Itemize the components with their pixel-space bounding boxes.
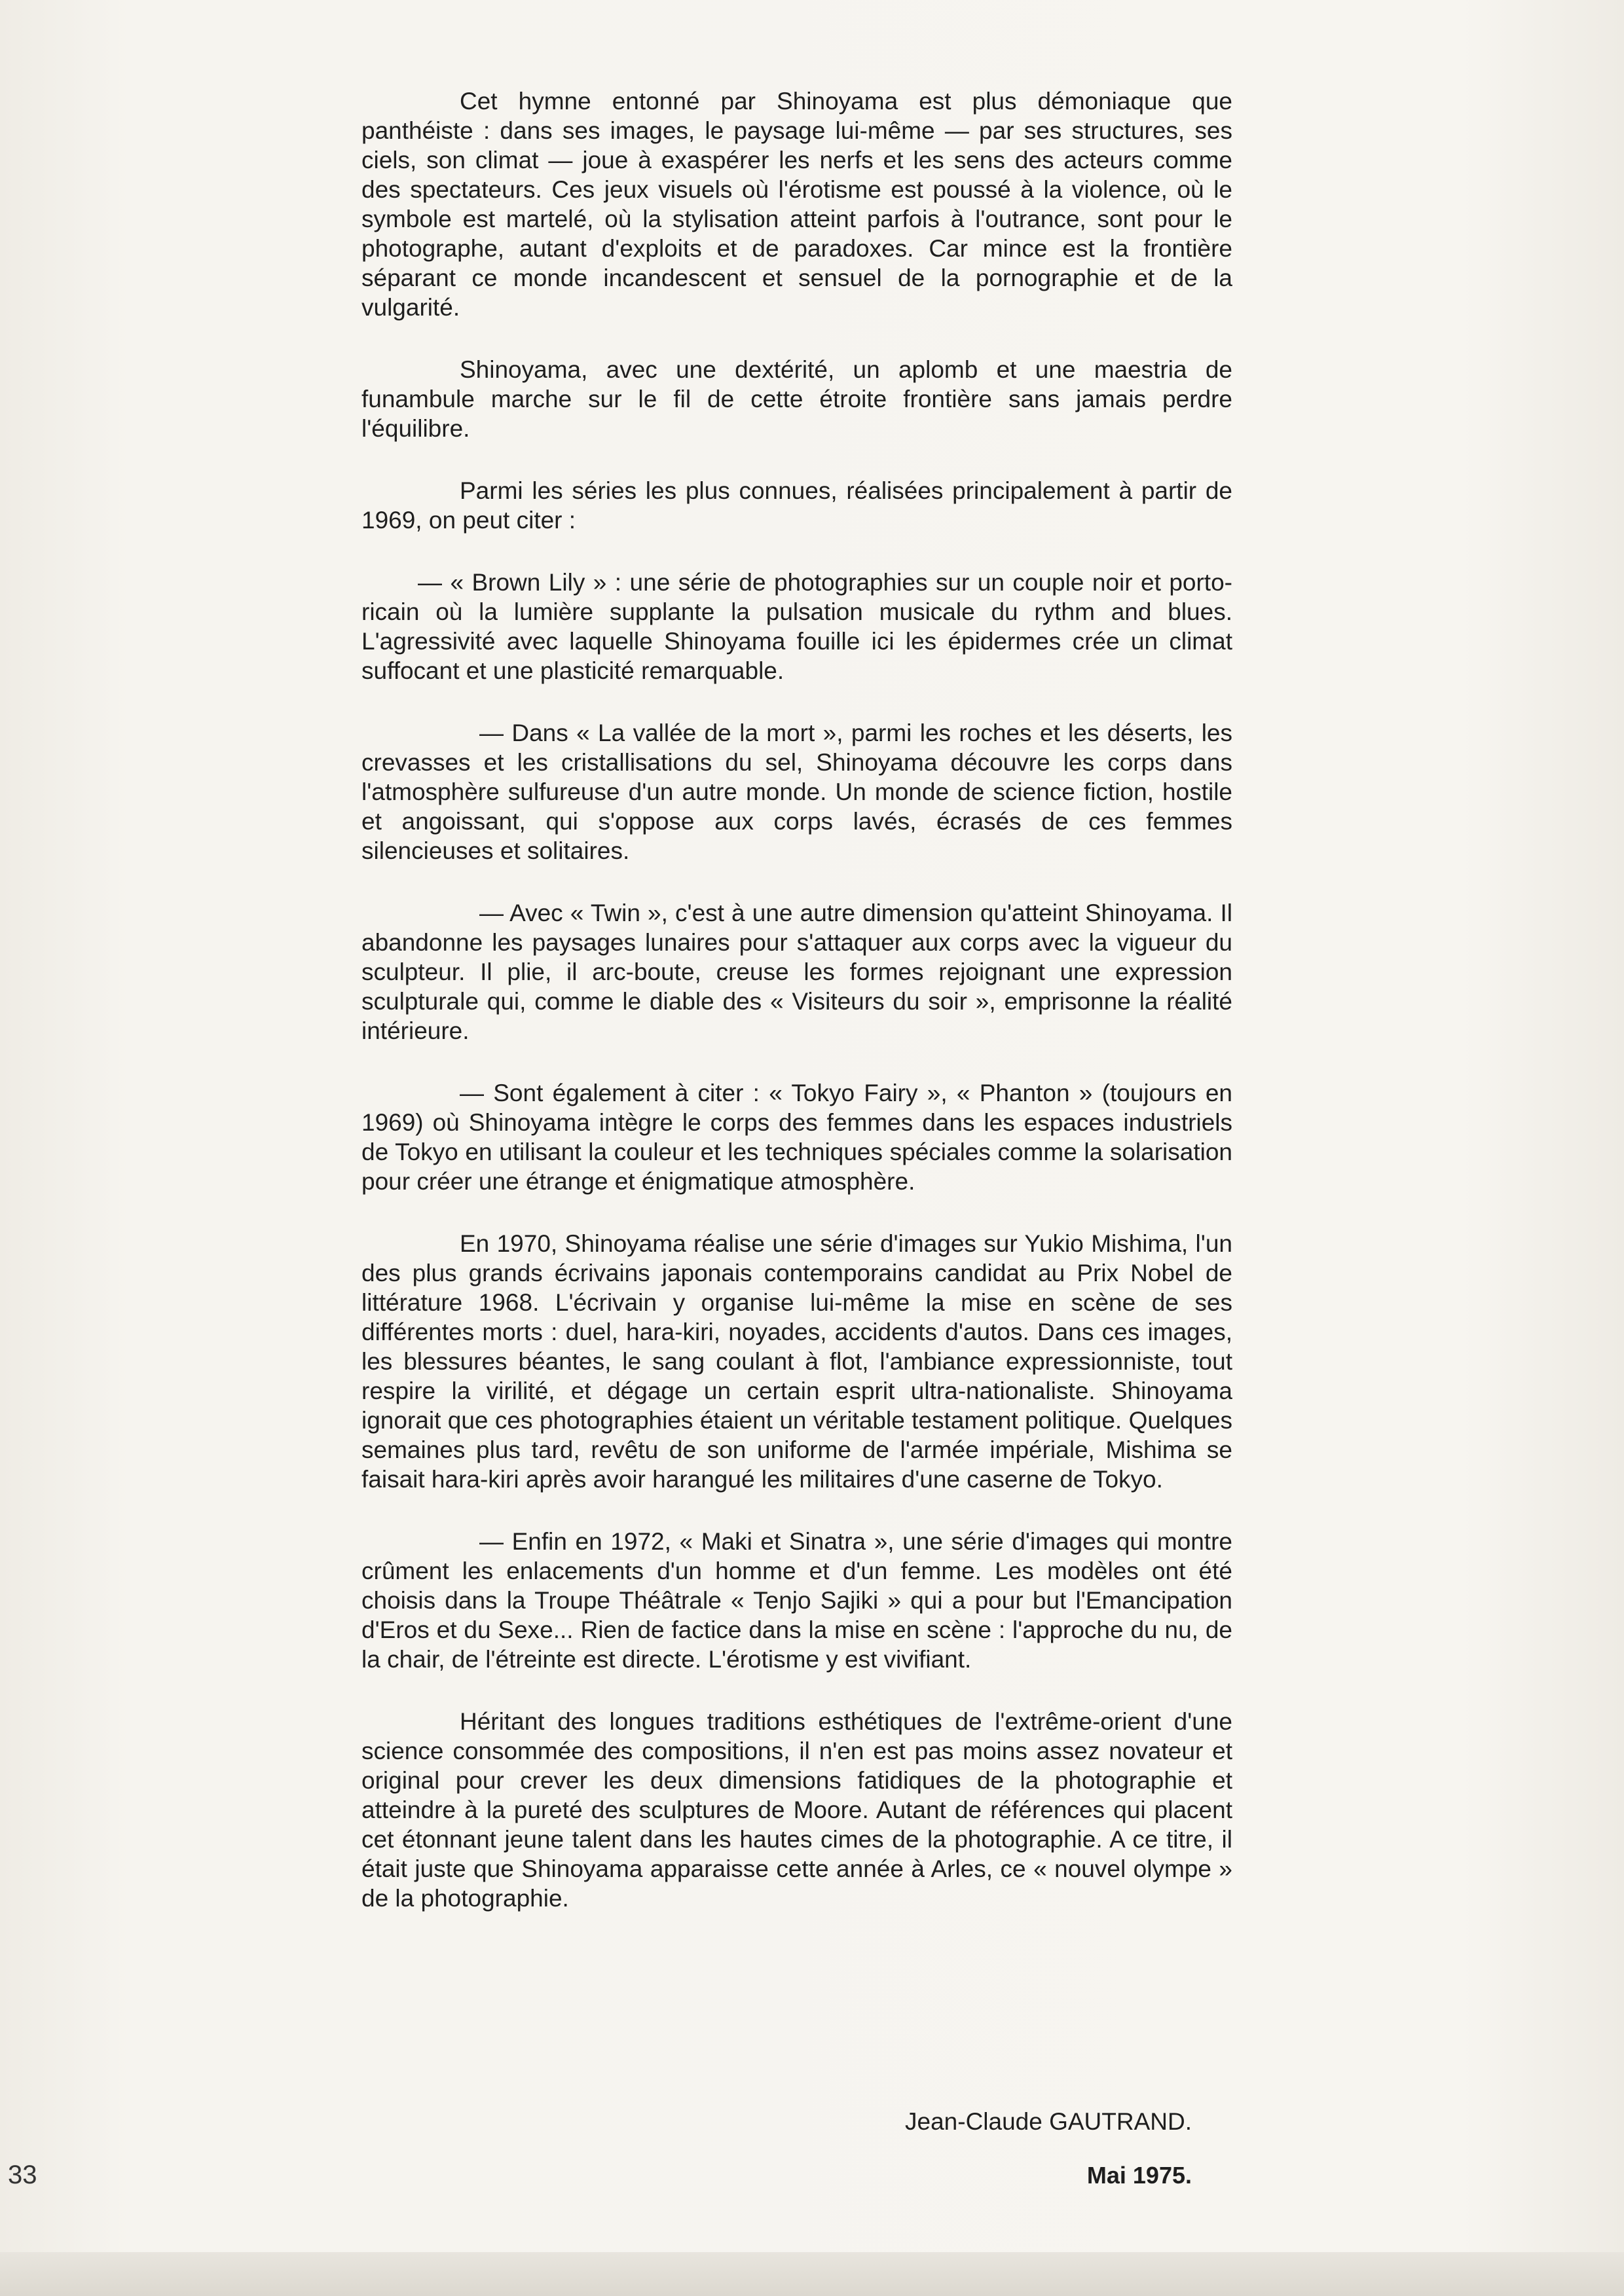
page-number: 33: [8, 2160, 37, 2189]
article-body: [361, 86, 1232, 1946]
paragraph-twin: — Avec « Twin », c'est à une autre dimension qu'atteint Shinoyama. Il abandonne les paysages lunaires pour s'attaquer aux corps avec la vigueur du sculpteur. Il plie, il arc-boute, creuse les formes rejoignant une expression sculpturale qui, comme le diable des « Visiteurs du soir », emprisonne la réalité intérieure.: [361, 900, 1232, 1044]
paragraph-brown-lily: — « Brown Lily » : une série de photographies sur un couple noir et porto-ricain où la lumière supplante la pulsation musicale du rythm and blues. L'agressivité avec laquelle Shinoyama fouille ici les épidermes crée un climat suffocant et une plasticité remarquable.: [361, 569, 1232, 684]
paragraph-mishima: En 1970, Shinoyama réalise une série d'images sur Yukio Mishima, l'un des plus grands écrivains japonais contemporains candidat au Prix Nobel de littérature 1968. L'écrivain y organise lui-même la mise en scène de ses différentes morts : duel, hara-kiri, noyades, accidents d'autos. Dans ces images, les blessures béantes, le sang coulant à flot, l'ambiance expressionniste, tout respire la virilité, et dégage un certain esprit ultra-nationaliste. Shinoyama ignorait que ces photographies étaient un véritable testament politique. Quelques semaines plus tard, revêtu de son uniforme de l'armée impériale, Mishima se faisait hara-kiri après avoir harangué les militaires d'une caserne de Tokyo.: [361, 1230, 1232, 1493]
paragraph-vallee-mort: — Dans « La vallée de la mort », parmi les roches et les déserts, les crevasses et les cristallisations du sel, Shinoyama découvre les corps dans l'atmosphère sulfureuse d'un autre monde. Un monde de science fiction, hostile et angoissant, qui s'oppose aux corps lavés, écrasés de ces femmes silencieuses et solitaires.: [361, 720, 1232, 864]
signature-date: Mai 1975.: [1086, 2162, 1192, 2189]
author-signature: Jean-Claude GAUTRAND.: [905, 2108, 1192, 2135]
paragraph-intro: Cet hymne entonné par Shinoyama est plus démoniaque que panthéiste : dans ses images, le paysage lui-même — par ses structures, ses ciels, son climat — joue à exaspérer les nerfs et les sens des acteurs comme des spectateurs. Ces jeux visuels où l'érotisme est poussé à la violence, où le symbole est martelé, où la stylisation atteint parfois à l'outrance, sont pour le photographe, autant d'exploits et de paradoxes. Car mince est la frontière séparant ce monde incandescent et sensuel de la pornographie et de la vulgarité.: [361, 88, 1232, 321]
paragraph-conclusion: Héritant des longues traditions esthétiques de l'extrême-orient d'une science consommée des compositions, il n'en est pas moins assez novateur et original pour crever les deux dimensions fatidiques de la photographie et atteindre à la pureté des sculptures de Moore. Autant de références qui placent cet étonnant jeune talent dans les hautes cimes de la photographie. A ce titre, il était juste que Shinoyama apparaisse cette année à Arles, ce « nouvel olympe » de la photographie.: [361, 1708, 1232, 1912]
paragraph-funambule: Shinoyama, avec une dextérité, un aplomb et une maestria de funambule marche sur le fil de cette étroite frontière sans jamais perdre l'équilibre.: [361, 356, 1232, 442]
page-bottom-edge: [0, 2252, 1624, 2296]
paragraph-maki-sinatra: — Enfin en 1972, « Maki et Sinatra », une série d'images qui montre crûment les enlacements d'un homme et d'un femme. Les modèles ont été choisis dans la Troupe Théâtrale « Tenjo Sajiki » qui a pour but l'Emancipation d'Eros et du Sexe... Rien de factice dans la mise en scène : l'approche du nu, de la chair, de l'étreinte est directe. L'érotisme y est vivifiant.: [361, 1528, 1232, 1673]
paragraph-tokyo-fairy: — Sont également à citer : « Tokyo Fairy », « Phanton » (toujours en 1969) où Shinoyama intègre le corps des femmes dans les espaces industriels de Tokyo en utilisant la couleur et les techniques spéciales comme la solarisation pour créer une étrange et énigmatique atmosphère.: [361, 1080, 1232, 1195]
paragraph-series-intro: Parmi les séries les plus connues, réalisées principalement à partir de 1969, on peut citer :: [361, 477, 1232, 534]
